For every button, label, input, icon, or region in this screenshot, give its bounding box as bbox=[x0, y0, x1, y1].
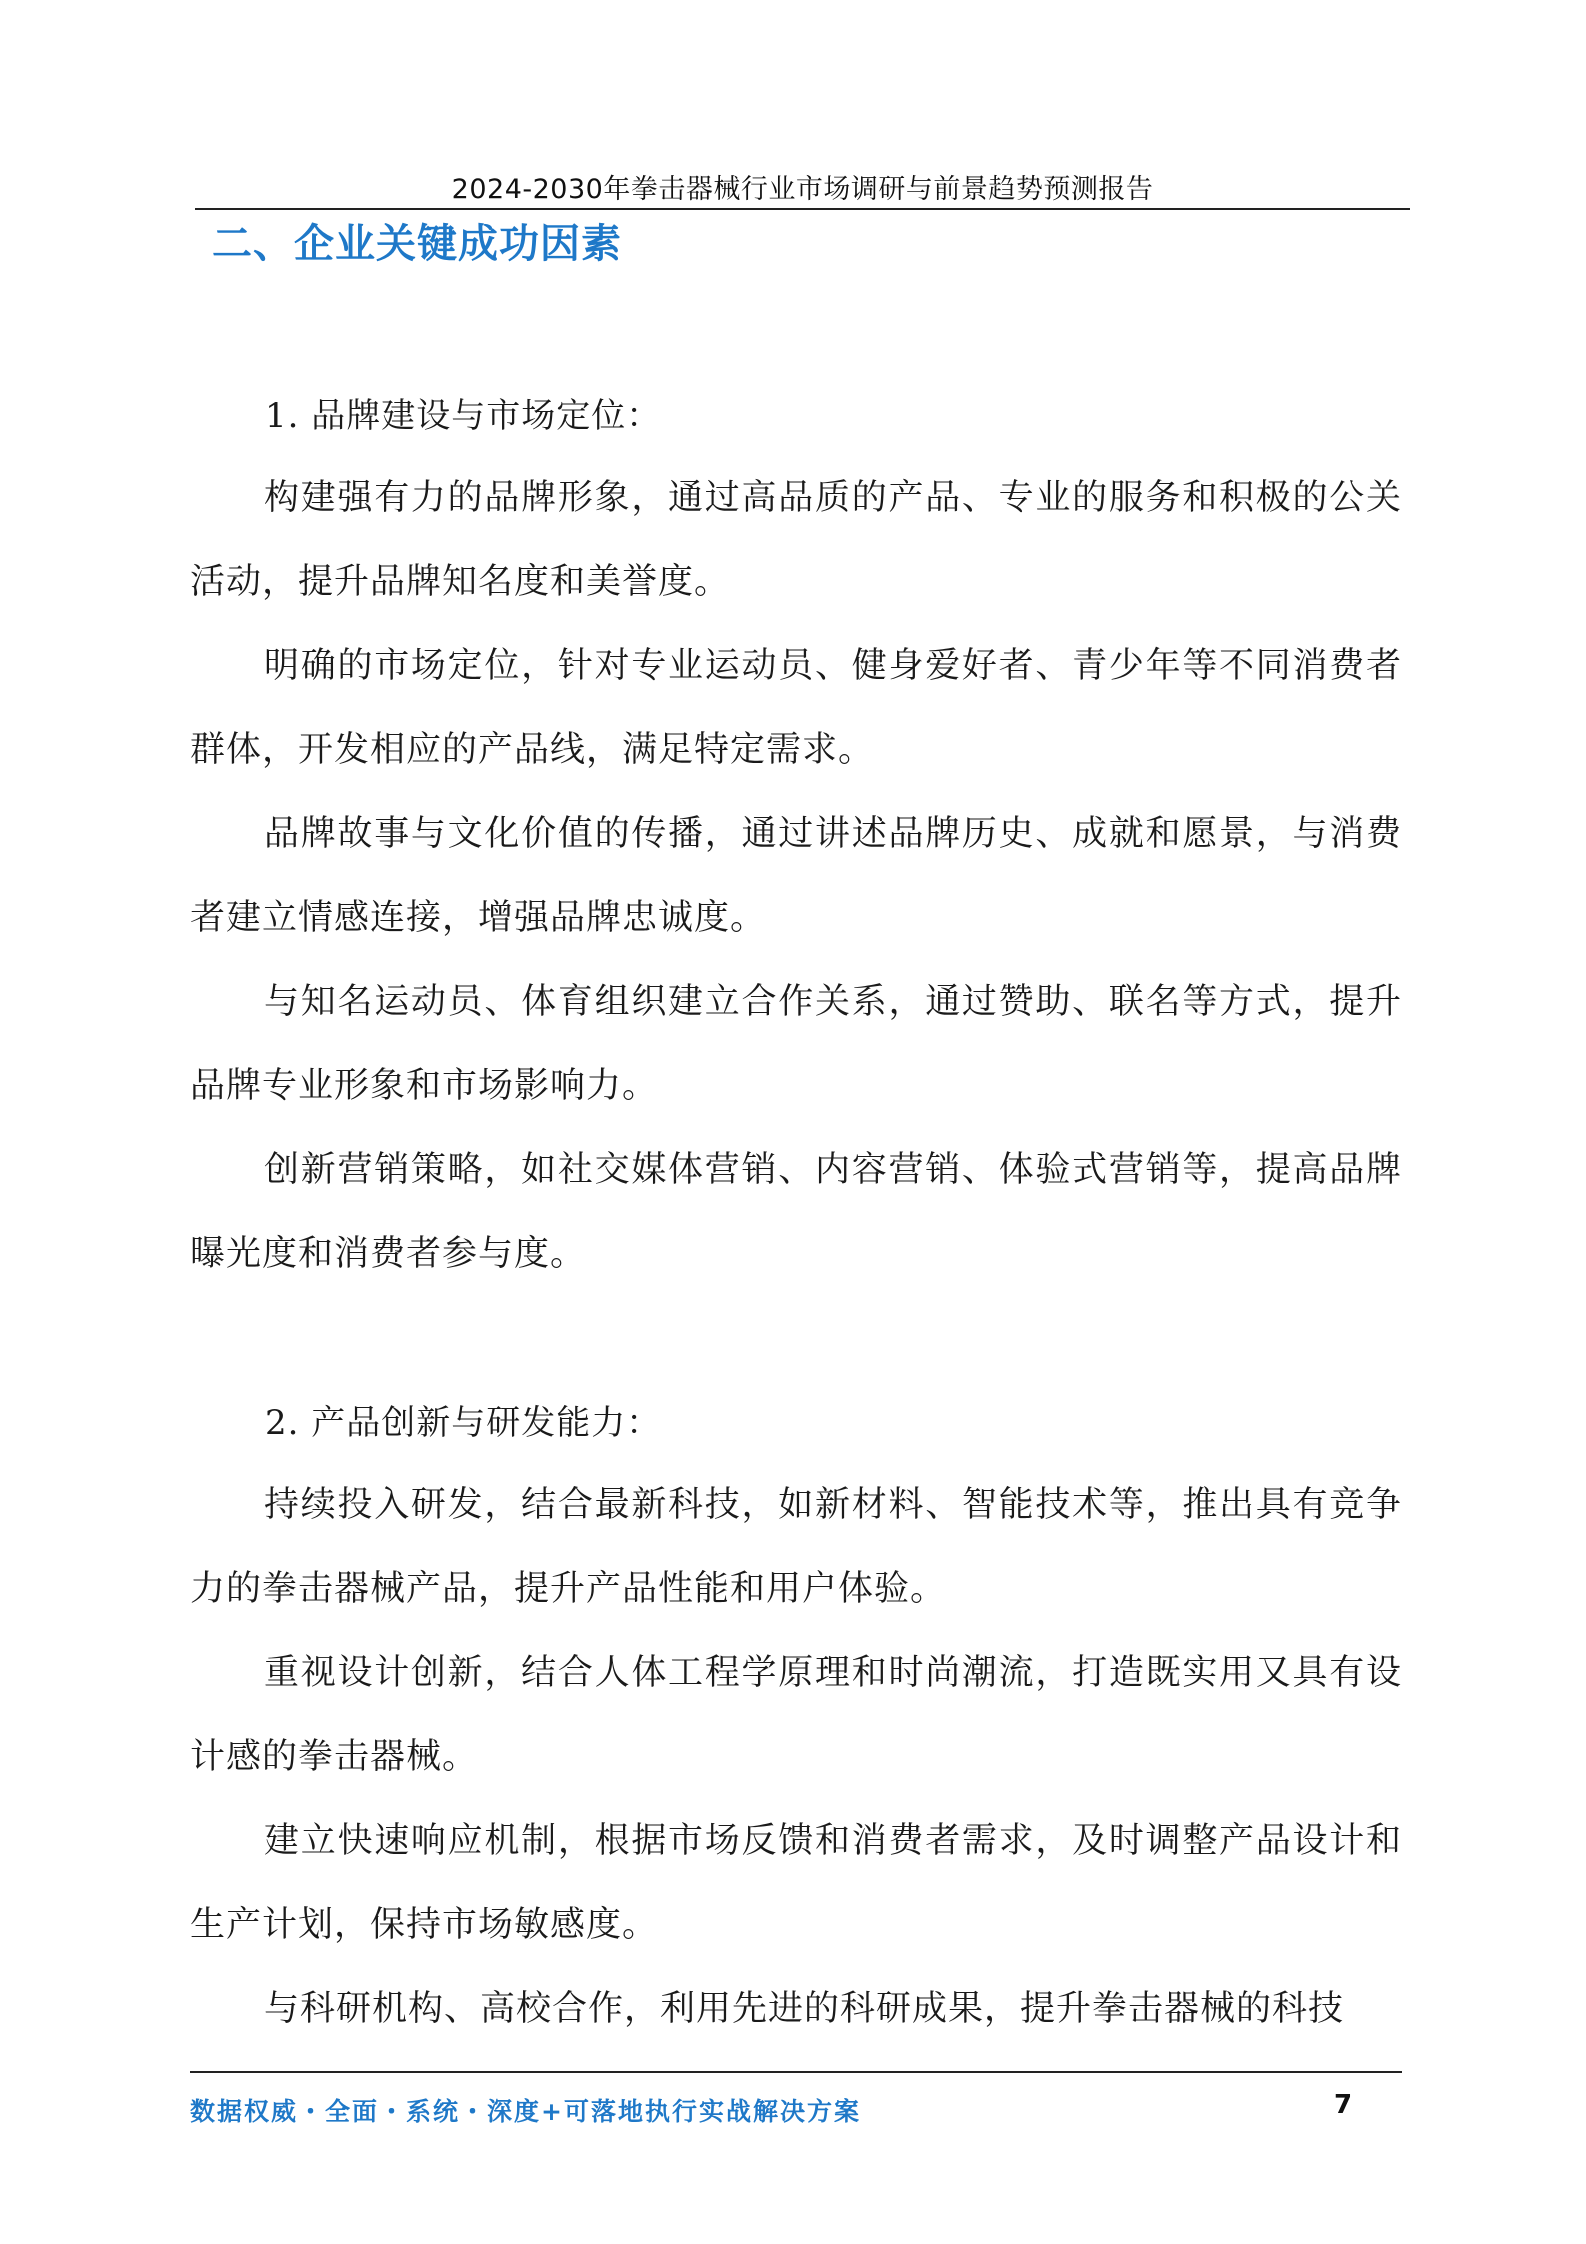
footer-slogan: 数据权威・全面・系统・深度+可落地执行实战解决方案 bbox=[190, 2097, 861, 2126]
header-divider bbox=[195, 208, 1410, 210]
item-title-2: 2. 产品创新与研发能力： bbox=[265, 1403, 662, 1443]
paragraph-2-2: 重视设计创新，结合人体工程学原理和时尚潮流，打造既实用又具有设计感的拳击器械。 bbox=[190, 1653, 1402, 1777]
item-title-1: 1. 品牌建设与市场定位： bbox=[265, 396, 662, 436]
paragraph-2-1: 持续投入研发，结合最新科技，如新材料、智能技术等，推出具有竞争力的拳击器械产品，提升产品性能和用户体验。 bbox=[190, 1485, 1402, 1609]
paragraph-1-1: 构建强有力的品牌形象，通过高品质的产品、专业的服务和积极的公关活动，提升品牌知名度和美誉度。 bbox=[190, 478, 1402, 602]
report-title: 2024-2030年拳击器械行业市场调研与前景趋势预测报告 bbox=[451, 174, 1154, 205]
section-heading: 二、企业关键成功因素 bbox=[212, 221, 622, 267]
paragraph-1-4: 与知名运动员、体育组织建立合作关系，通过赞助、联名等方式，提升品牌专业形象和市场影响力。 bbox=[190, 982, 1402, 1106]
footer-divider bbox=[190, 2071, 1402, 2073]
paragraph-1-5: 创新营销策略，如社交媒体营销、内容营销、体验式营销等，提高品牌曝光度和消费者参与度。 bbox=[190, 1150, 1402, 1274]
paragraph-2-3: 建立快速响应机制，根据市场反馈和消费者需求，及时调整产品设计和生产计划，保持市场敏感度。 bbox=[190, 1821, 1402, 1945]
paragraph-1-3: 品牌故事与文化价值的传播，通过讲述品牌历史、成就和愿景，与消费者建立情感连接，增强品牌忠诚度。 bbox=[190, 814, 1402, 938]
paragraph-2-4: 与科研机构、高校合作，利用先进的科研成果，提升拳击器械的科技 bbox=[264, 1989, 1345, 2029]
paragraph-1-2: 明确的市场定位，针对专业运动员、健身爱好者、青少年等不同消费者群体，开发相应的产品线，满足特定需求。 bbox=[190, 646, 1402, 770]
page-number: 7 bbox=[1334, 2090, 1353, 2120]
